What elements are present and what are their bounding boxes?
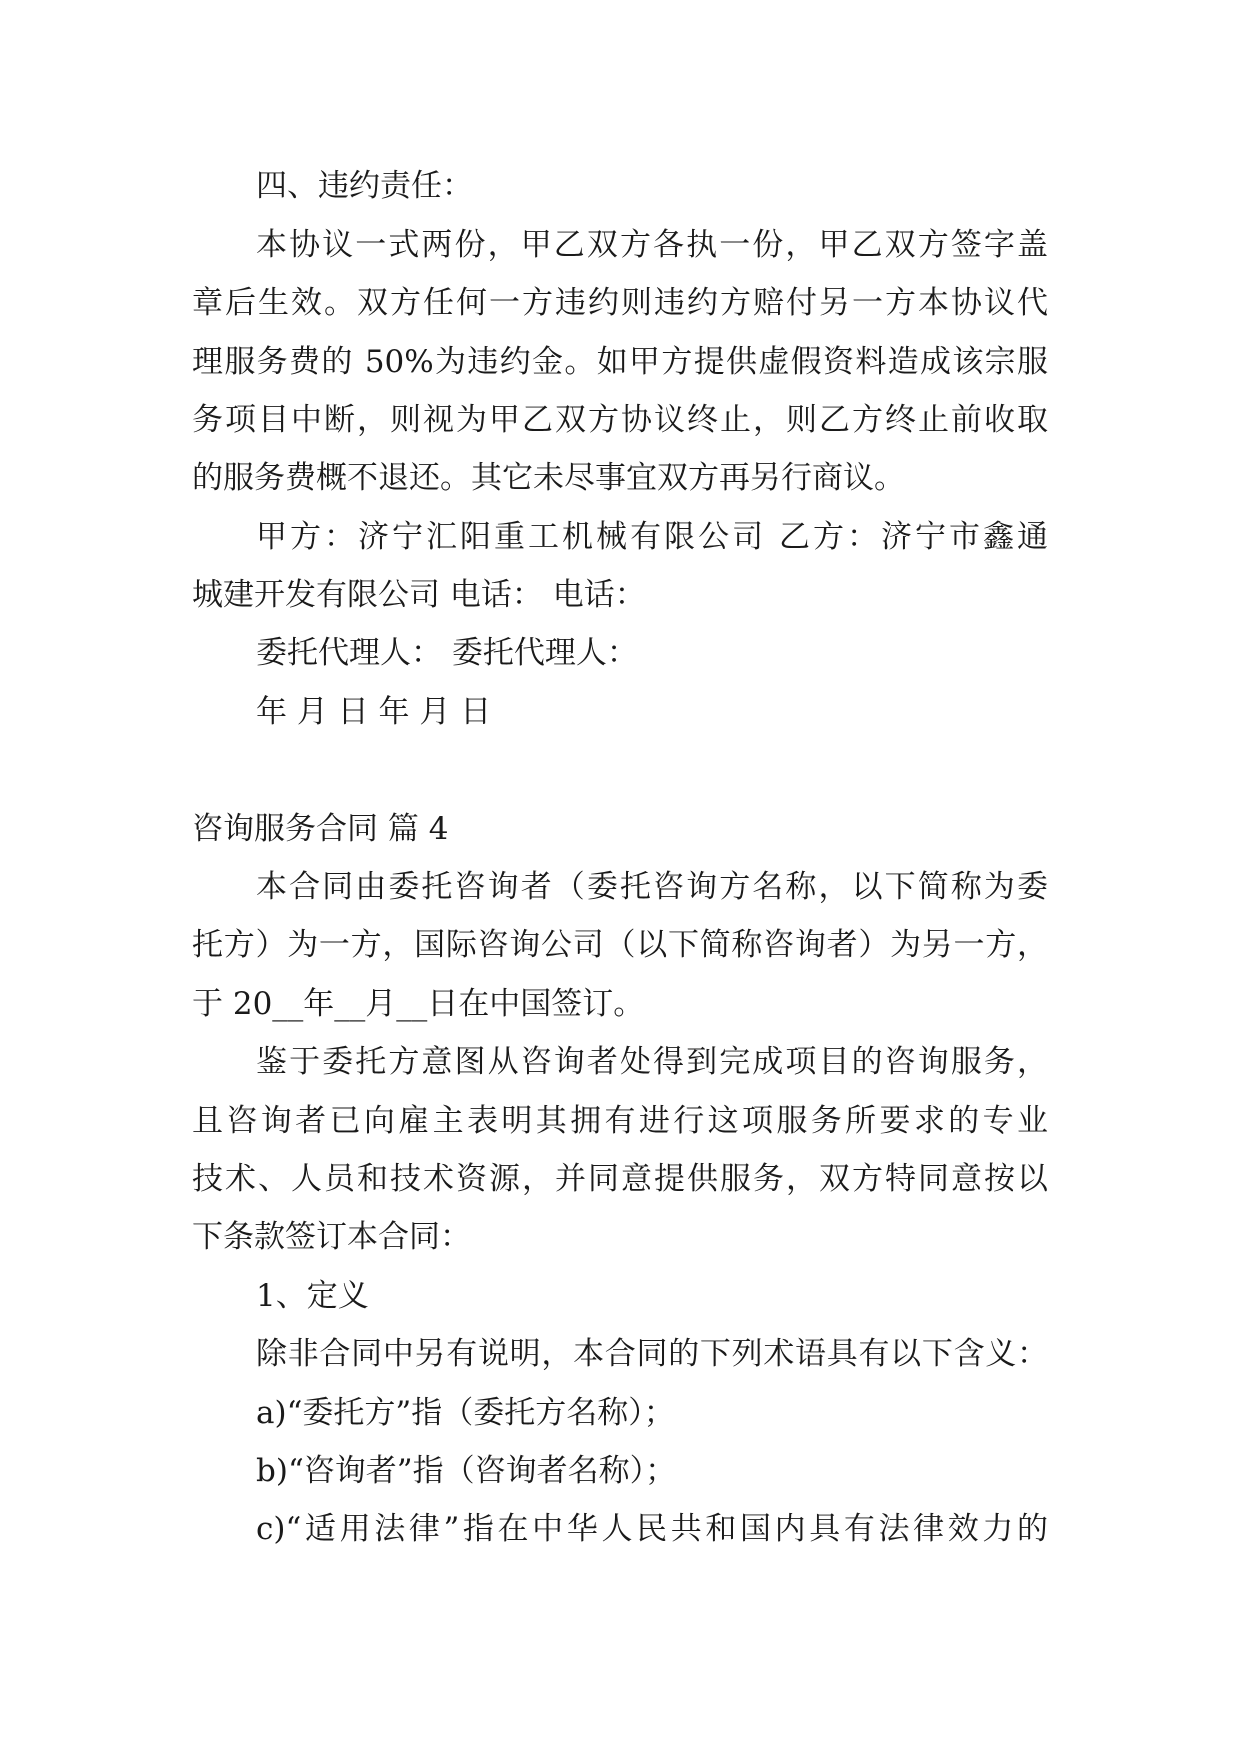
- paragraph-line: 于 20__年__月__日在中国签订。: [192, 986, 645, 1022]
- paragraph-line: 除非合同中另有说明，本合同的下列术语具有以下含义：: [256, 1336, 1048, 1372]
- paragraph-line: 下条款签订本合同：: [192, 1219, 471, 1255]
- section-heading-breach: 四、违约责任：: [256, 168, 473, 204]
- paragraph-line: 本协议一式两份，甲乙双方各执一份，甲乙双方签字盖: [256, 227, 1048, 263]
- paragraph-line: 技术、人员和技术资源，并同意提供服务，双方特同意按以: [192, 1161, 1048, 1197]
- agent-line: 委托代理人： 委托代理人：: [256, 635, 638, 671]
- phone-line: 城建开发有限公司 电话： 电话：: [192, 577, 646, 613]
- paragraph-line: 理服务费的 50%为违约金。如甲方提供虚假资料造成该宗服: [192, 344, 1048, 380]
- definition-item: a)“委托方”指（委托方名称）；: [256, 1395, 675, 1431]
- paragraph-line: 且咨询者已向雇主表明其拥有进行这项服务所要求的专业: [192, 1103, 1048, 1139]
- date-line: 年 月 日 年 月 日: [256, 694, 492, 730]
- definition-item: b)“咨询者”指（咨询者名称）；: [256, 1453, 677, 1489]
- party-line: 甲方：济宁汇阳重工机械有限公司 乙方：济宁市鑫通: [256, 519, 1048, 555]
- paragraph-line: 托方）为一方，国际咨询公司（以下简称咨询者）为另一方，: [192, 927, 1048, 963]
- definition-heading: 1、定义: [256, 1278, 369, 1314]
- definition-item: c)“适用法律”指在中华人民共和国内具有法律效力的: [256, 1511, 1048, 1547]
- paragraph-line: 务项目中断，则视为甲乙双方协议终止，则乙方终止前收取: [192, 402, 1048, 438]
- section-title: 咨询服务合同 篇 4: [192, 811, 449, 847]
- paragraph-line: 章后生效。双方任何一方违约则违约方赔付另一方本协议代: [192, 285, 1048, 321]
- paragraph-line: 本合同由委托咨询者（委托咨询方名称，以下简称为委: [256, 869, 1048, 905]
- paragraph-line: 鉴于委托方意图从咨询者处得到完成项目的咨询服务，: [256, 1044, 1048, 1080]
- paragraph-line: 的服务费概不退还。其它未尽事宜双方再另行商议。: [192, 460, 905, 496]
